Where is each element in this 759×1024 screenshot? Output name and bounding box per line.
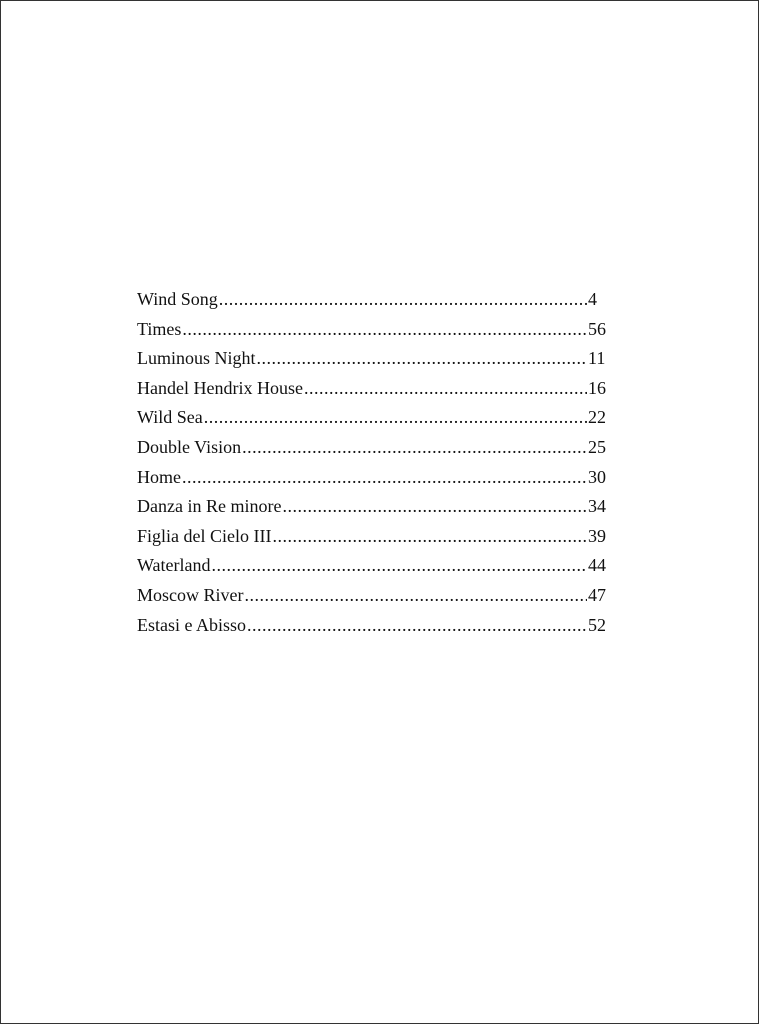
table-of-contents (137, 285, 612, 640)
toc-entry[interactable] (137, 433, 612, 463)
dot-leader (272, 522, 587, 552)
toc-entry[interactable] (137, 315, 612, 345)
toc-entry-page-number: 39 (588, 525, 606, 546)
toc-entry-page-number: 34 (588, 496, 606, 517)
toc-entry-title: Times (137, 318, 182, 339)
toc-entry[interactable] (137, 551, 612, 581)
toc-entry-page-number: 22 (588, 407, 606, 428)
dot-leader (247, 611, 587, 641)
toc-entry-page-number: 4 (588, 289, 597, 309)
toc-entry[interactable] (137, 463, 612, 493)
dot-leader (245, 581, 588, 611)
toc-entry[interactable] (137, 403, 612, 433)
toc-entry-page-number: 47 (588, 584, 606, 605)
toc-entry-page-number: 11 (588, 348, 606, 369)
toc-entry-page-number: 30 (588, 466, 606, 487)
toc-entry[interactable] (137, 285, 612, 315)
dot-leader (257, 344, 587, 374)
toc-entry-title: Danza in Re minore (137, 496, 282, 517)
toc-entry[interactable] (137, 522, 612, 552)
toc-entry-page-number: 16 (588, 377, 606, 398)
toc-entry-title: Figlia del Cielo III (137, 525, 272, 546)
toc-entry-title: Wild Sea (137, 407, 203, 428)
toc-entry-title: Handel Hendrix House (137, 377, 303, 398)
toc-entry-title: Home (137, 466, 181, 487)
dot-leader (182, 315, 587, 345)
dot-leader (219, 285, 587, 315)
toc-entry-page-number: 44 (588, 555, 606, 576)
dot-leader (182, 463, 587, 493)
toc-entry-title: Moscow River (137, 584, 244, 605)
dot-leader (282, 492, 587, 522)
dot-leader (242, 433, 587, 463)
toc-entry-page-number: 25 (588, 436, 606, 457)
toc-entry-title: Double Vision (137, 436, 242, 457)
toc-entry[interactable] (137, 581, 612, 611)
toc-entry-page-number: 52 (588, 614, 606, 635)
dot-leader (212, 551, 587, 581)
toc-entry-title: Waterland (137, 555, 211, 576)
dot-leader (304, 374, 587, 404)
toc-entry-title: Luminous Night (137, 348, 256, 369)
toc-entry-title: Estasi e Abisso (137, 614, 247, 635)
toc-entry-title: Wind Song (137, 289, 218, 309)
toc-entry[interactable] (137, 611, 612, 641)
toc-entry[interactable] (137, 374, 612, 404)
dot-leader (204, 403, 587, 433)
toc-entry-page-number: 56 (588, 318, 606, 339)
toc-entry[interactable] (137, 344, 612, 374)
toc-entry[interactable] (137, 492, 612, 522)
